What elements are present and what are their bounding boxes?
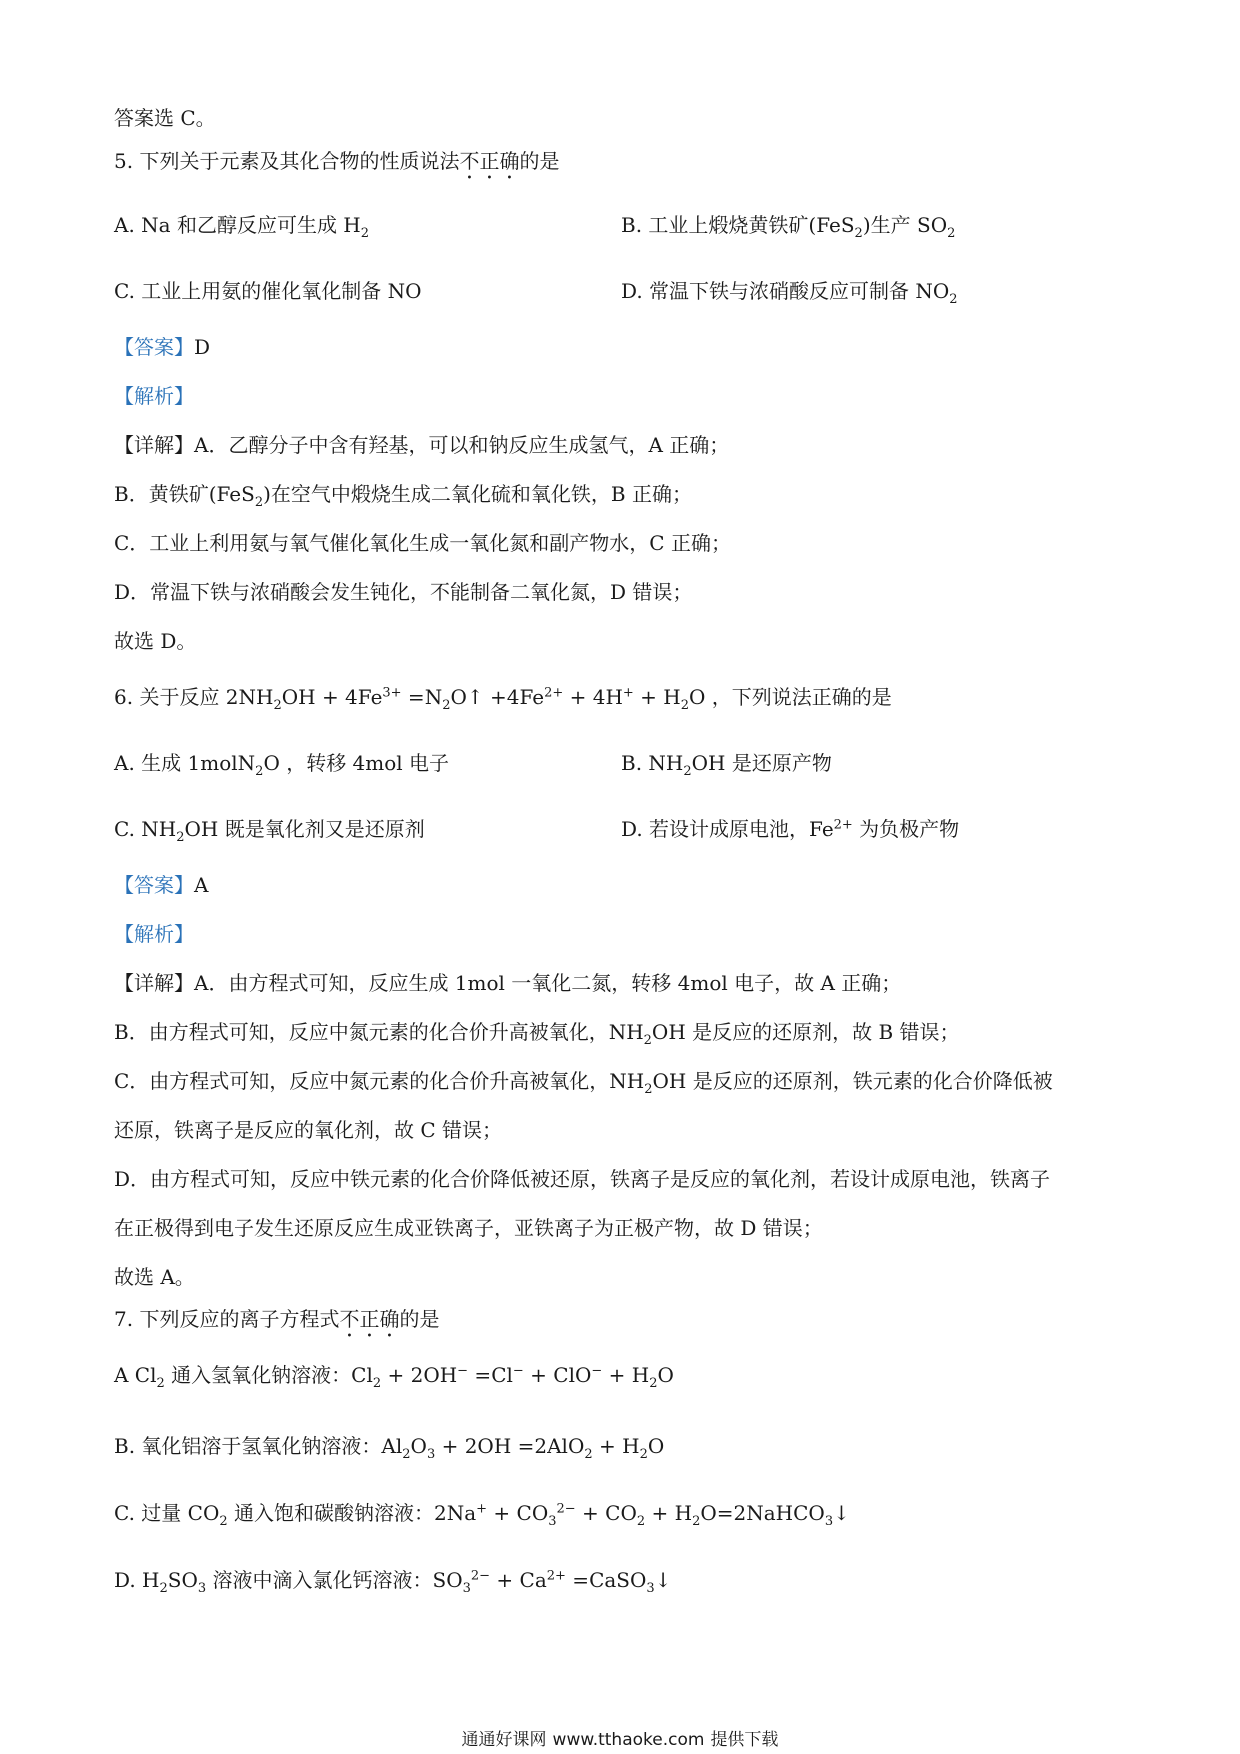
text: 的是	[399, 1307, 440, 1331]
detail-5a	[114, 431, 729, 459]
subscript: 2	[947, 226, 956, 241]
detail-6e	[114, 1263, 195, 1291]
option-6a	[114, 749, 449, 777]
text: + 4H	[563, 685, 623, 709]
superscript: −	[591, 1363, 603, 1379]
question-6	[114, 683, 892, 711]
detail-5c	[114, 529, 731, 557]
text: 为负极产物	[852, 817, 960, 841]
text: O↑ +4Fe	[450, 685, 545, 709]
text: C. NH	[114, 817, 177, 841]
option-5c	[114, 277, 422, 305]
text: D．常温下铁与浓硝酸会发生钝化，不能制备二氧化氮，D 错误；	[114, 580, 693, 604]
option-6c	[114, 815, 425, 843]
text: A. Na 和乙醇反应可生成 H	[114, 213, 361, 237]
detail-6d-line1	[114, 1165, 1050, 1193]
text: 答案选 C。	[114, 106, 216, 130]
text: A．乙醇分子中含有羟基，可以和钠反应生成氢气，A 正确；	[194, 433, 730, 457]
page-footer	[0, 1729, 1240, 1751]
text: + CO	[487, 1501, 549, 1525]
subscript: 2	[156, 1376, 165, 1391]
text: + CO	[575, 1501, 637, 1525]
detail-6c-line2	[114, 1116, 502, 1144]
option-5d	[621, 277, 958, 305]
superscript: 2+	[544, 685, 564, 701]
text: A．由方程式可知，反应生成 1mol 一氧化二氮，转移 4mol 电子，故 A 正确；	[194, 971, 902, 995]
text: B．由方程式可知，反应中氮元素的化合价升高被氧化，NH	[114, 1020, 644, 1044]
text: A. 生成 1molN	[114, 751, 256, 775]
text: =N	[401, 685, 443, 709]
text: + H	[633, 685, 681, 709]
text: + 2OH =2AlO	[435, 1434, 585, 1458]
text: A Cl	[114, 1363, 157, 1387]
subscript: 2	[176, 830, 185, 845]
text: =CaSO	[565, 1568, 647, 1592]
detail-6a	[114, 969, 901, 997]
subscript: 3	[197, 1581, 207, 1596]
subscript: 2	[159, 1581, 168, 1596]
detail-6d-line2	[114, 1214, 823, 1242]
answer-tag: 【答案】	[114, 335, 194, 359]
detail-tag: 【详解】	[114, 433, 194, 457]
subscript: 2	[584, 1447, 593, 1462]
question-5	[114, 147, 559, 184]
text: 7. 下列反应的离子方程式	[114, 1307, 340, 1331]
text: 通入饱和碳酸钠溶液：2Na	[227, 1501, 477, 1525]
text: OH 是反应的还原剂，铁元素的化合价降低被	[652, 1069, 1053, 1093]
detail-5e	[114, 627, 196, 655]
subscript: 3	[462, 1581, 471, 1596]
text: D. H	[114, 1568, 160, 1592]
option-5a	[114, 211, 369, 239]
subscript: 3	[646, 1581, 655, 1596]
text: 6. 关于反应 2NH	[114, 685, 274, 709]
subscript: 2	[360, 226, 370, 241]
subscript: 2	[639, 1447, 648, 1462]
detail-5d	[114, 578, 692, 606]
text: C．由方程式可知，反应中氮元素的化合价升高被氧化，NH	[114, 1069, 645, 1093]
text: OH 既是氧化剂又是还原剂	[184, 817, 425, 841]
subscript: 2	[644, 1082, 653, 1097]
text: O ，转移 4mol 电子	[263, 751, 450, 775]
subscript: 2	[636, 1514, 646, 1529]
subscript: 2	[854, 226, 863, 241]
subscript: 2	[372, 1376, 382, 1391]
text: D．由方程式可知，反应中铁元素的化合价降低被还原，铁离子是反应的氧化剂，若设计成原电池，铁离子	[114, 1167, 1051, 1191]
subscript: 2	[680, 698, 690, 713]
option-7a	[114, 1361, 674, 1389]
superscript: 2+	[833, 817, 853, 833]
footer-site-name: 通通好课网	[461, 1730, 547, 1750]
option-7d	[114, 1566, 671, 1594]
text: C．工业上利用氨与氧气催化氧化生成一氧化氮和副产物水，C 正确；	[114, 531, 731, 555]
subscript: 3	[426, 1447, 436, 1462]
superscript: 2−	[470, 1568, 491, 1584]
footer-note: 提供下载	[710, 1730, 779, 1750]
text: O	[657, 1363, 674, 1387]
text: ↓	[833, 1501, 850, 1525]
superscript: −	[457, 1363, 469, 1379]
text: O ，下列说法正确的是	[689, 685, 892, 709]
text: + H	[602, 1363, 650, 1387]
subscript: 2	[649, 1376, 658, 1391]
text: + H	[592, 1434, 640, 1458]
option-6b	[621, 749, 832, 777]
text: 通入氢氧化钠溶液：Cl	[164, 1363, 373, 1387]
option-5b	[621, 211, 955, 239]
subscript: 3	[548, 1514, 557, 1529]
text: B. NH	[621, 751, 684, 775]
detail-5b	[114, 480, 692, 508]
answer-6	[114, 871, 208, 899]
text: 溶液中滴入氯化钙溶液：SO	[206, 1568, 463, 1592]
analysis-5	[114, 382, 194, 410]
superscript: 2+	[546, 1568, 566, 1584]
text: 还原，铁离子是反应的氧化剂，故 C 错误；	[114, 1118, 503, 1142]
option-6d	[621, 815, 959, 843]
text: B．黄铁矿(FeS	[114, 482, 255, 506]
text: 5. 下列关于元素及其化合物的性质说法	[114, 149, 460, 173]
text: + 2OH	[381, 1363, 458, 1387]
emphasis-text: 不正确	[459, 149, 520, 173]
detail-6c-line1	[114, 1067, 1053, 1095]
subscript: 2	[683, 764, 692, 779]
option-7b	[114, 1432, 664, 1460]
superscript: 2−	[556, 1501, 576, 1517]
text: + Ca	[490, 1568, 547, 1592]
answer-value: D	[194, 335, 211, 359]
subscript: 3	[824, 1514, 834, 1529]
text: 故选 D。	[114, 629, 197, 653]
analysis-6	[114, 920, 194, 948]
text: D. 常温下铁与浓硝酸反应可制备 NO	[621, 279, 950, 303]
emphasis-text: 不正确	[339, 1307, 400, 1331]
text: OH 是还原产物	[691, 751, 832, 775]
superscript: −	[512, 1363, 524, 1379]
text: 故选 A。	[114, 1265, 195, 1289]
subscript: 2	[692, 1514, 701, 1529]
analysis-tag: 【解析】	[114, 384, 194, 408]
text: OH + 4Fe	[281, 685, 383, 709]
text: 的是	[519, 149, 560, 173]
text: C. 工业上用氨的催化氧化制备 NO	[114, 279, 422, 303]
answer-line-q4	[114, 104, 216, 132]
text: O	[410, 1434, 427, 1458]
detail-tag: 【详解】	[114, 971, 194, 995]
subscript: 2	[219, 1514, 228, 1529]
superscript: +	[622, 685, 634, 701]
subscript: 2	[402, 1447, 411, 1462]
analysis-tag: 【解析】	[114, 922, 194, 946]
subscript: 2	[643, 1033, 652, 1048]
text: + ClO	[523, 1363, 592, 1387]
text: B. 氧化铝溶于氢氧化钠溶液：Al	[114, 1434, 403, 1458]
subscript: 2	[442, 698, 451, 713]
text: D. 若设计成原电池，Fe	[621, 817, 834, 841]
subscript: 2	[273, 698, 282, 713]
text: ↓	[654, 1568, 672, 1592]
option-7c	[114, 1499, 850, 1527]
text: 在正极得到电子发生还原反应生成亚铁离子，亚铁离子为正极产物，故 D 错误；	[114, 1216, 823, 1240]
subscript: 2	[255, 764, 264, 779]
text: O	[647, 1434, 665, 1458]
text: =Cl	[468, 1363, 513, 1387]
text: )在空气中煅烧生成二氧化硫和氧化铁，B 正确；	[263, 482, 692, 506]
detail-6b	[114, 1018, 960, 1046]
answer-value: A	[194, 873, 209, 897]
text: + H	[645, 1501, 693, 1525]
text: SO	[167, 1568, 198, 1592]
subscript: 2	[254, 495, 264, 510]
superscript: 3+	[382, 685, 402, 701]
question-7	[114, 1305, 439, 1342]
text: O=2NaHCO	[700, 1501, 825, 1525]
answer-tag: 【答案】	[114, 873, 194, 897]
text: )生产 SO	[862, 213, 948, 237]
text: OH 是反应的还原剂，故 B 错误；	[651, 1020, 960, 1044]
text: B. 工业上煅烧黄铁矿(FeS	[621, 213, 855, 237]
footer-url[interactable]: www.tthaoke.com	[552, 1730, 705, 1750]
superscript: +	[476, 1501, 488, 1517]
answer-5	[114, 333, 210, 361]
text: C. 过量 CO	[114, 1501, 220, 1525]
subscript: 2	[949, 292, 958, 307]
